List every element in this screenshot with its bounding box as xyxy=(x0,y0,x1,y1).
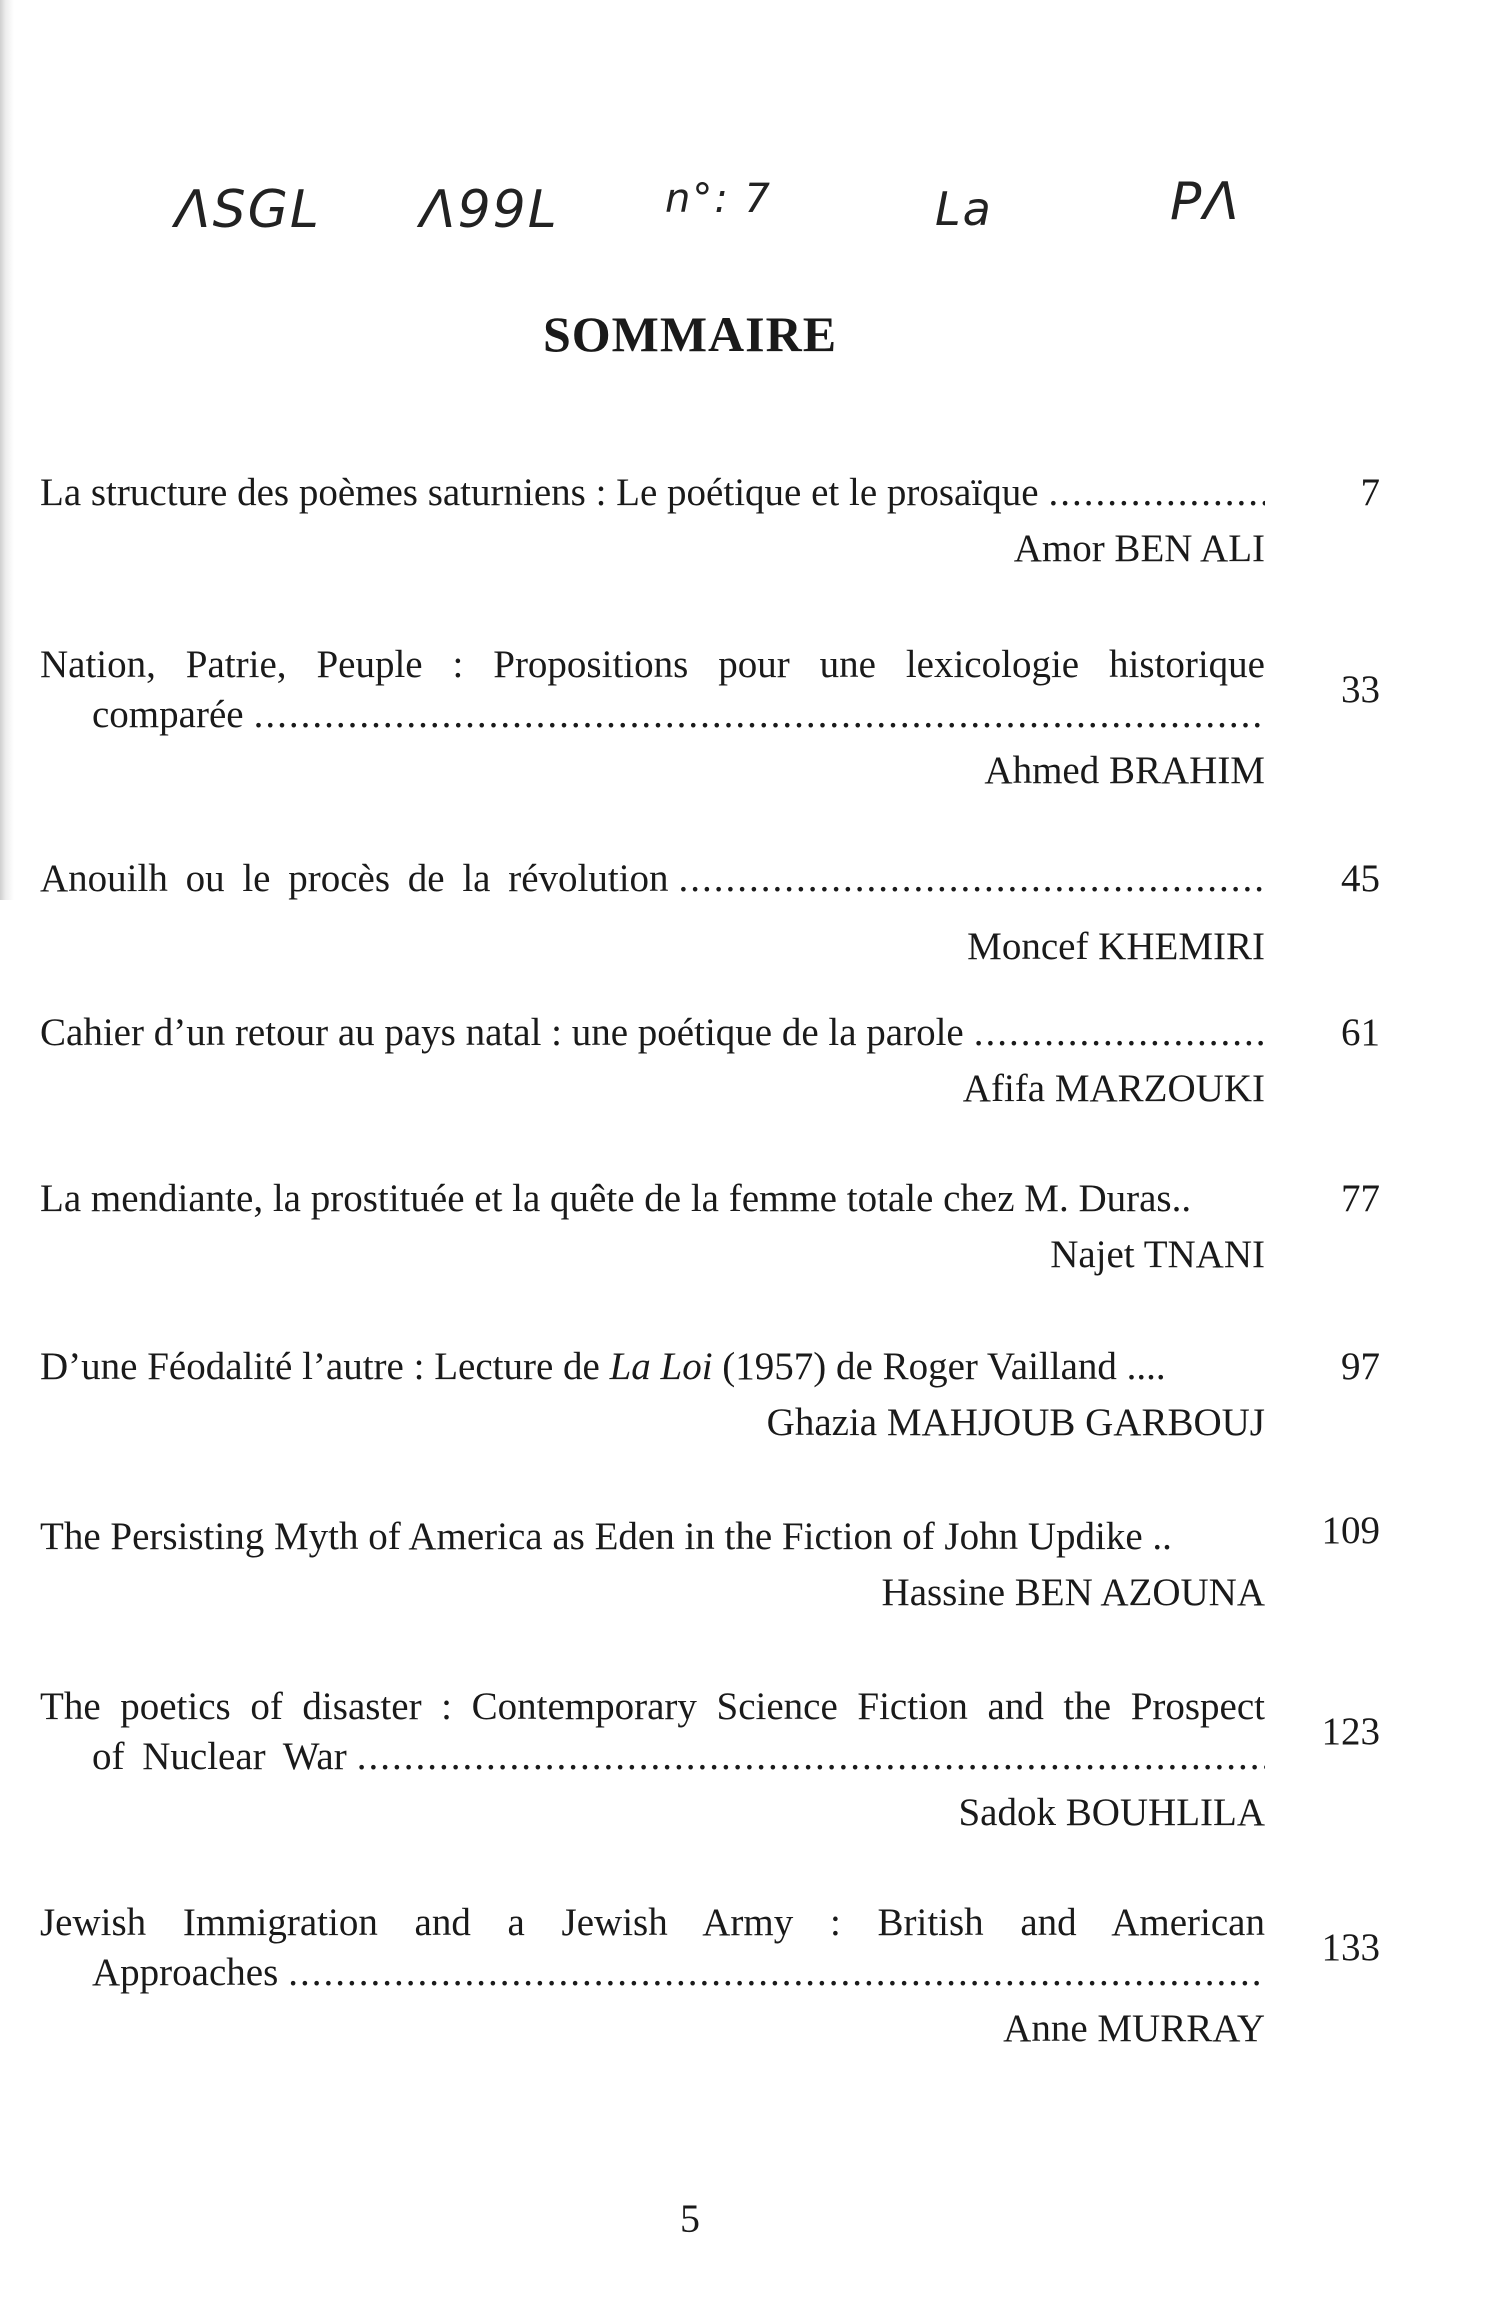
toc-entry xyxy=(40,854,1380,972)
toc-author: Moncef KHEMIRI xyxy=(967,925,1265,968)
toc-title-text: of Nuclear War xyxy=(92,1735,347,1778)
toc-author: Ahmed BRAHIM xyxy=(984,749,1265,792)
toc-entry xyxy=(40,468,1380,574)
toc-page-number: 45 xyxy=(1341,857,1380,900)
toc-page-number: 97 xyxy=(1341,1345,1380,1388)
toc-leader-dots xyxy=(278,1948,1265,1998)
toc-author: Hassine BEN AZOUNA xyxy=(881,1571,1265,1614)
toc-title-continuation xyxy=(40,690,1265,740)
toc-author: Afifa MARZOUKI xyxy=(962,1067,1265,1110)
toc-leader-dots xyxy=(347,1732,1265,1782)
toc-author: Sadok BOUHLILA xyxy=(958,1791,1265,1834)
toc-author: Najet TNANI xyxy=(1050,1233,1265,1276)
toc-page-number: 77 xyxy=(1341,1177,1380,1220)
toc-entry xyxy=(40,1509,1380,1618)
toc-author: Anne MURRAY xyxy=(1003,2007,1265,2050)
handwritten-la: La xyxy=(935,182,993,236)
toc-entry xyxy=(40,1174,1380,1280)
toc-title xyxy=(40,854,1265,904)
toc-page-number: 133 xyxy=(1321,1926,1380,1969)
toc-entry xyxy=(40,640,1380,796)
toc-title-text: The Persisting Myth of America as Eden in the Fiction of John Updike .. xyxy=(40,1515,1172,1558)
toc-title-text: comparée xyxy=(92,693,244,736)
toc-title-text: Anouilh ou le procès de la révolution xyxy=(40,857,669,900)
toc-page-number: 123 xyxy=(1321,1710,1380,1753)
toc-author: Amor BEN ALI xyxy=(1013,527,1265,570)
toc-page-number: 109 xyxy=(1321,1509,1380,1552)
toc-leader-dots xyxy=(1039,468,1266,518)
toc-title xyxy=(40,1008,1265,1058)
handwritten-shelf-mark: ΛSGL xyxy=(175,180,321,240)
handwritten-initials: PΛ xyxy=(1170,172,1241,232)
scan-edge xyxy=(0,0,14,900)
page-title: SOMMAIRE xyxy=(542,306,838,362)
toc-title-text: La mendiante, la prostituée et la quête de la femme totale chez M. Duras.. xyxy=(40,1177,1192,1220)
toc-title-text: Nation, Patrie, Peuple : Propositions pour une lexicologie historique xyxy=(40,643,1265,686)
toc-title-text: Jewish Immigration and a Jewish Army : British and American xyxy=(40,1901,1265,1944)
toc-title-text: (1957) de Roger Vailland .... xyxy=(712,1345,1166,1388)
toc-entry xyxy=(40,1008,1380,1114)
toc-leader-dots xyxy=(669,854,1265,904)
handwritten-year: Λ99L xyxy=(420,180,559,240)
toc-title xyxy=(40,468,1265,518)
toc-title xyxy=(40,1342,1265,1392)
toc-page-number: 7 xyxy=(1360,471,1380,514)
toc-title-continuation xyxy=(40,1732,1265,1782)
toc-page-number: 33 xyxy=(1341,668,1380,711)
toc-entry xyxy=(40,1682,1380,1838)
toc-title-text: La structure des poèmes saturniens : Le poétique et le prosaïque xyxy=(40,471,1039,514)
toc-title-continuation xyxy=(40,1948,1265,1998)
toc-title-italic: La Loi xyxy=(609,1345,713,1388)
toc-title-text: D’une Féodalité l’autre : Lecture de xyxy=(40,1345,610,1388)
table-of-contents xyxy=(40,468,1380,2054)
toc-title-text: The poetics of disaster : Contemporary Science Fiction and the Prospect xyxy=(40,1685,1265,1728)
handwritten-annotation xyxy=(0,172,1493,280)
toc-entry xyxy=(40,1898,1380,2054)
toc-leader-dots xyxy=(964,1008,1265,1058)
toc-page-number: 61 xyxy=(1341,1011,1380,1054)
toc-entry xyxy=(40,1342,1380,1448)
toc-leader-dots xyxy=(244,690,1265,740)
handwritten-number: n°: 7 xyxy=(665,176,772,222)
page-number: 5 xyxy=(680,2196,700,2241)
toc-author: Ghazia MAHJOUB GARBOUJ xyxy=(766,1401,1265,1444)
toc-title-text: Approaches xyxy=(92,1951,279,1994)
toc-title-text: Cahier d’un retour au pays natal : une poétique de la parole xyxy=(40,1011,964,1054)
